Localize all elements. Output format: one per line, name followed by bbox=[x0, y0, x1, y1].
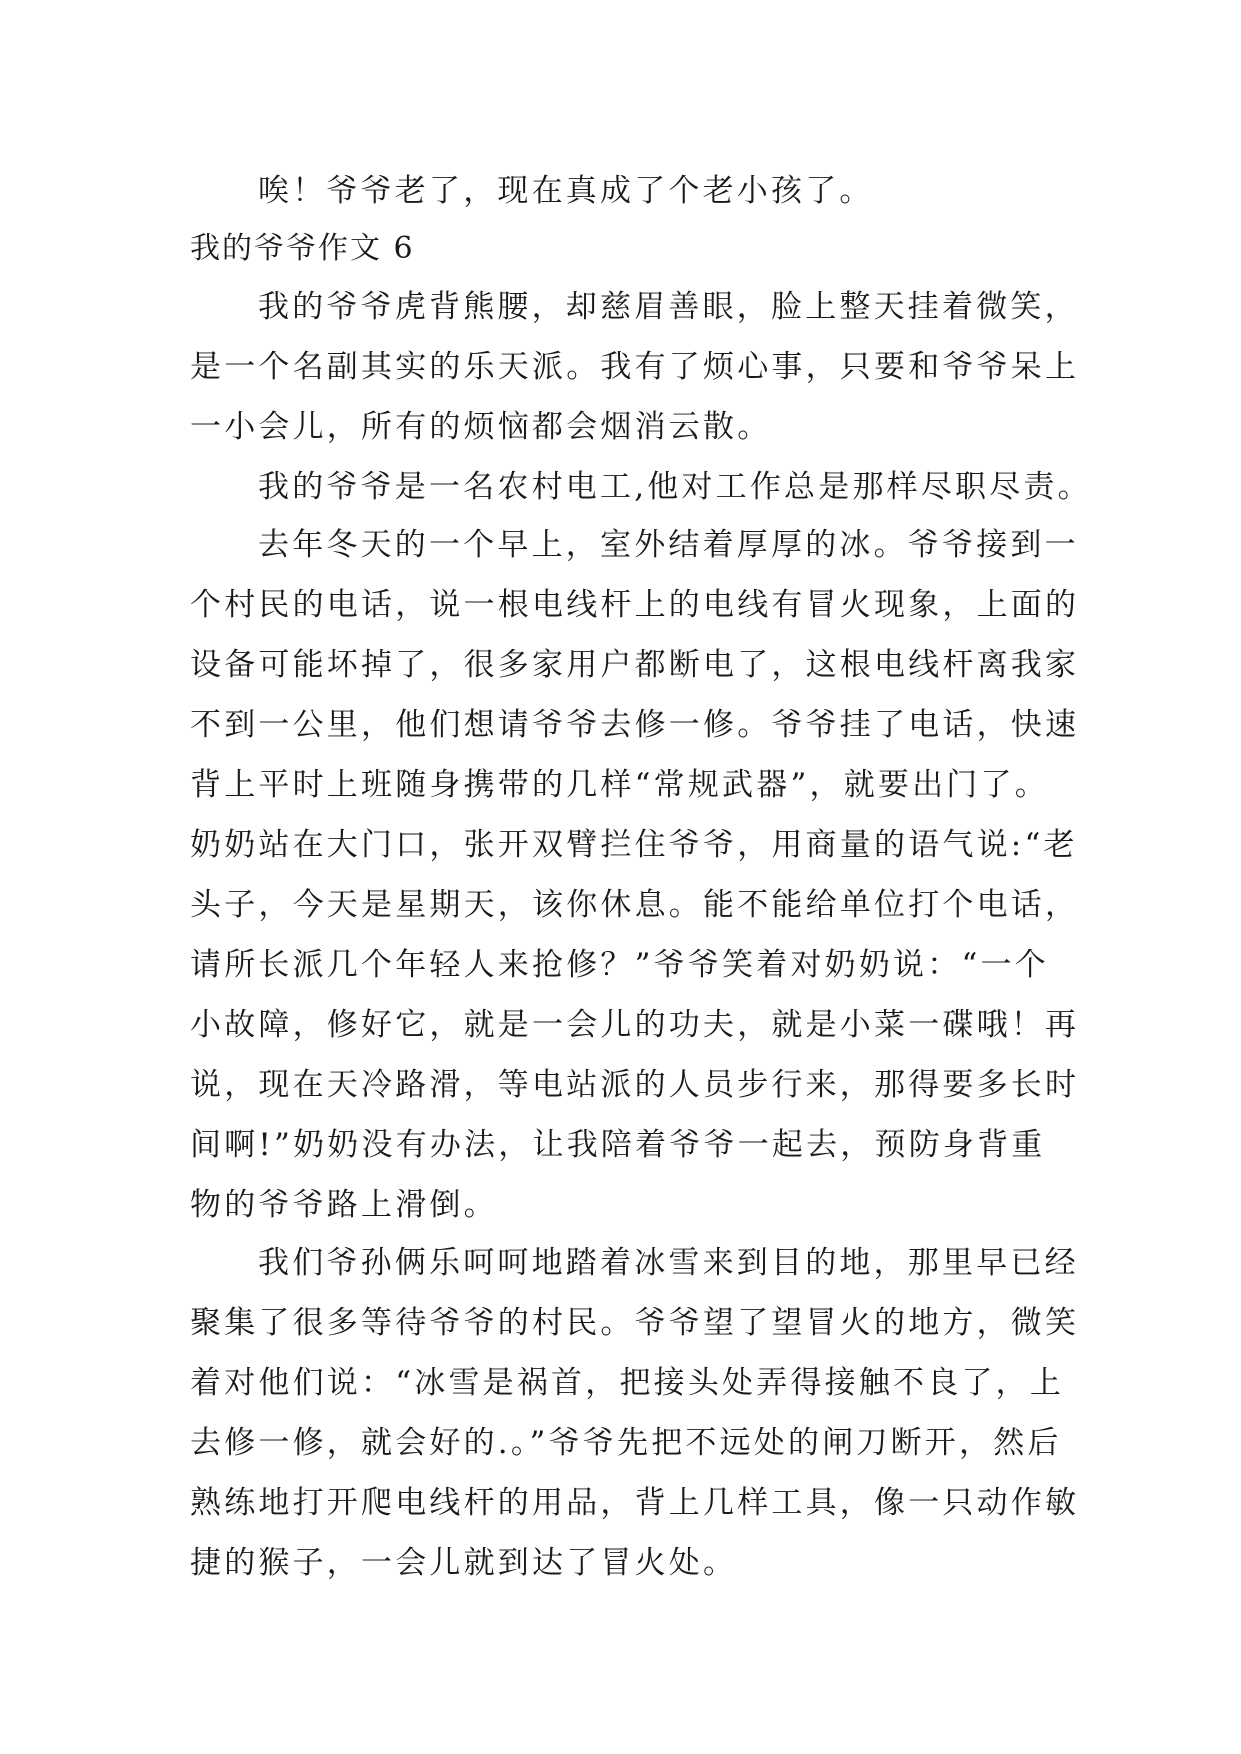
paragraph-line: 去年冬天的一个早上，室外结着厚厚的冰。爷爷接到一 bbox=[258, 527, 1079, 563]
paragraph-line: 捷的猴子，一会儿就到达了冒火处。 bbox=[190, 1545, 738, 1581]
paragraph-line: 间啊!”奶奶没有办法，让我陪着爷爷一起去，预防身背重 bbox=[190, 1127, 1046, 1163]
intro-line: 唉！爷爷老了，现在真成了个老小孩了。 bbox=[258, 173, 874, 209]
paragraph-line: 去修一修，就会好的.。”爷爷先把不远处的闸刀断开，然后 bbox=[190, 1425, 1062, 1461]
paragraph-line: 我的爷爷是一名农村电工,他对工作总是那样尽职尽责。 bbox=[258, 469, 1092, 505]
paragraph-line: 个村民的电话，说一根电线杆上的电线有冒火现象，上面的 bbox=[190, 587, 1080, 623]
paragraph-line: 小故障，修好它，就是一会儿的功夫，就是小菜一碟哦！再 bbox=[190, 1007, 1080, 1043]
paragraph-line: 我们爷孙俩乐呵呵地踏着冰雪来到目的地，那里早已经 bbox=[258, 1245, 1079, 1281]
paragraph-line: 说，现在天冷路滑，等电站派的人员步行来，那得要多长时 bbox=[190, 1067, 1080, 1103]
paragraph-line: 聚集了很多等待爷爷的村民。爷爷望了望冒火的地方，微笑 bbox=[190, 1305, 1080, 1341]
paragraph-line: 设备可能坏掉了，很多家用户都断电了，这根电线杆离我家 bbox=[190, 647, 1080, 683]
paragraph-line: 不到一公里，他们想请爷爷去修一修。爷爷挂了电话，快速 bbox=[190, 707, 1080, 743]
paragraph-line: 物的爷爷路上滑倒。 bbox=[190, 1187, 498, 1223]
essay-title: 我的爷爷作文 6 bbox=[190, 231, 415, 266]
paragraph-line: 请所长派几个年轻人来抢修？”爷爷笑着对奶奶说：“一个 bbox=[190, 947, 1049, 983]
paragraph-line: 着对他们说：“冰雪是祸首，把接头处弄得接触不良了，上 bbox=[190, 1365, 1065, 1401]
paragraph-line: 奶奶站在大门口，张开双臂拦住爷爷，用商量的语气说:“老 bbox=[190, 827, 1078, 863]
paragraph-line: 一小会儿，所有的烦恼都会烟消云散。 bbox=[190, 409, 772, 445]
paragraph-line: 我的爷爷虎背熊腰，却慈眉善眼，脸上整天挂着微笑， bbox=[258, 289, 1079, 325]
paragraph-line: 头子，今天是星期天，该你休息。能不能给单位打个电话， bbox=[190, 887, 1080, 923]
paragraph-line: 是一个名副其实的乐天派。我有了烦心事，只要和爷爷呆上 bbox=[190, 349, 1080, 385]
paragraph-line: 熟练地打开爬电线杆的用品，背上几样工具，像一只动作敏 bbox=[190, 1485, 1080, 1521]
paragraph-line: 背上平时上班随身携带的几样“常规武器”，就要出门了。 bbox=[190, 767, 1049, 803]
